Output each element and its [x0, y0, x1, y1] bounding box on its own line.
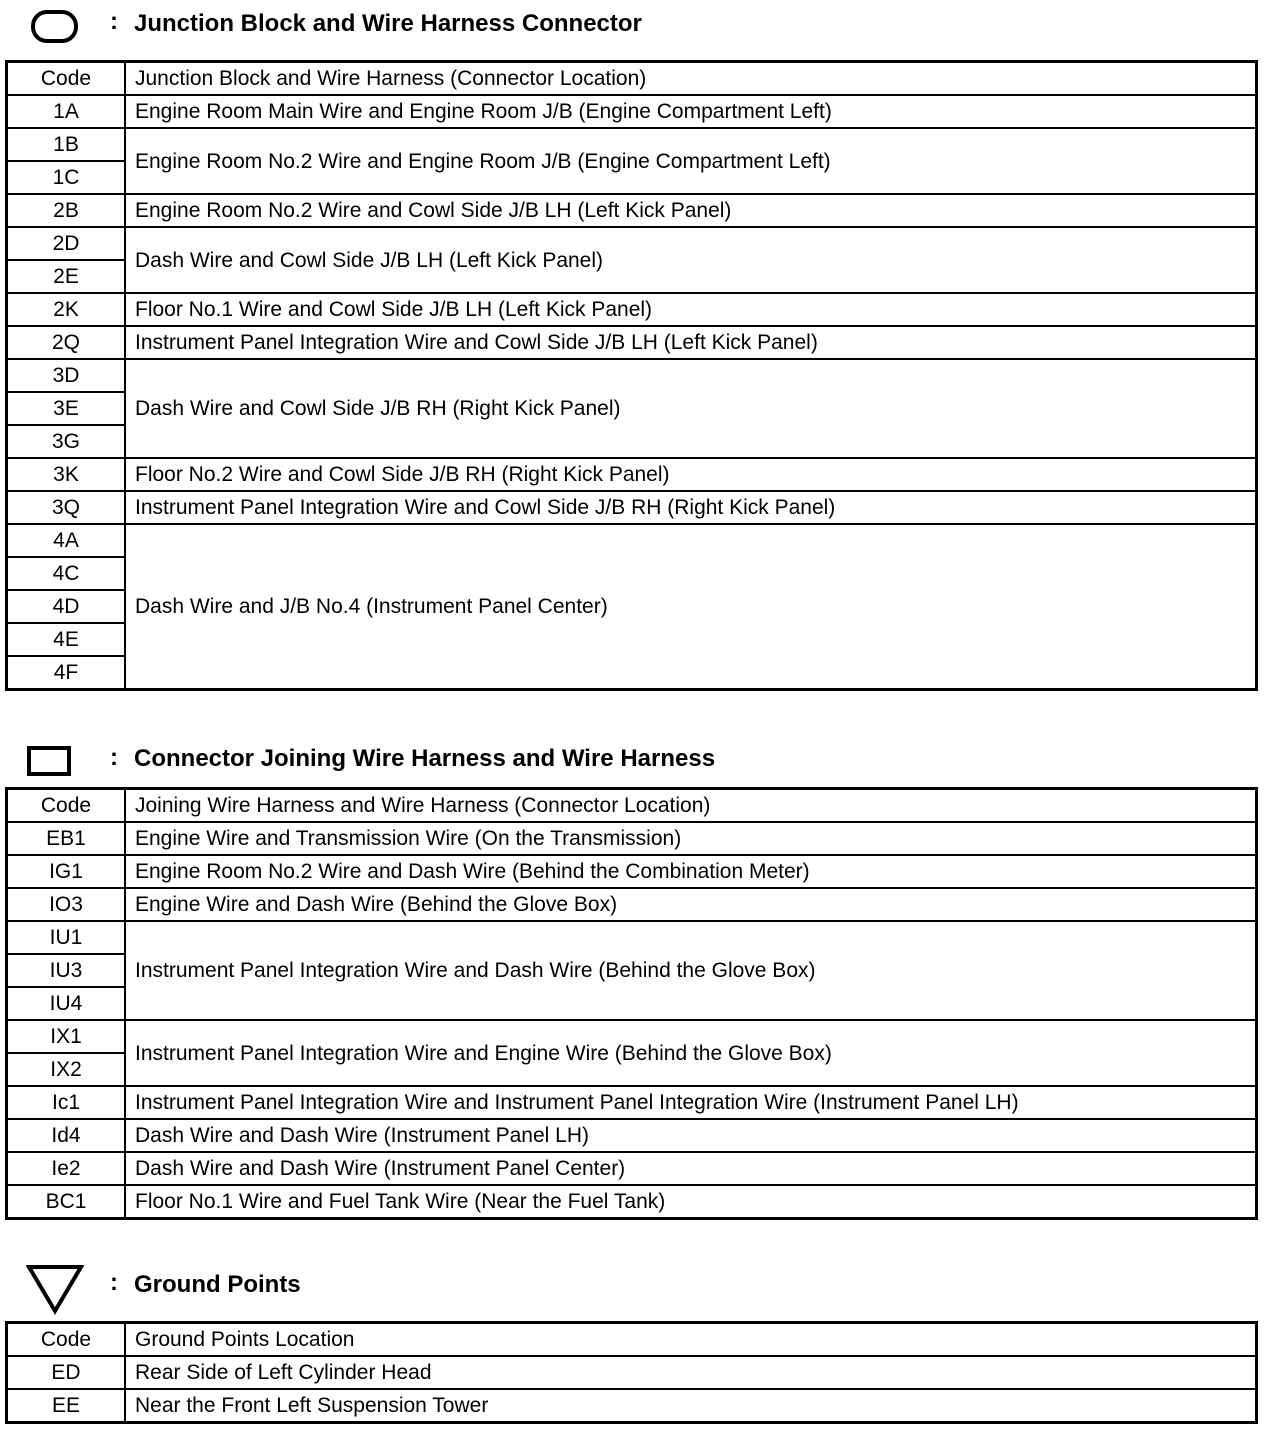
code-cell: 2D — [7, 227, 126, 260]
joining-heading-title: Connector Joining Wire Harness and Wire Harness — [134, 745, 716, 772]
code-cell: 1B — [7, 128, 126, 161]
location-column-header: Ground Points Location — [125, 1323, 1257, 1357]
table-row — [7, 95, 1257, 128]
table-row — [7, 1119, 1257, 1152]
code-cell: 3D — [7, 359, 126, 392]
table-row — [7, 293, 1257, 326]
table-row — [7, 128, 1257, 161]
location-cell: Near the Front Left Suspension Tower — [125, 1389, 1257, 1423]
code-cell: EE — [7, 1389, 126, 1423]
table-header-row — [7, 1323, 1257, 1357]
table-row — [7, 1389, 1257, 1423]
code-cell: IU4 — [7, 987, 126, 1020]
triangle-down-icon — [26, 1263, 84, 1315]
location-cell: Floor No.1 Wire and Fuel Tank Wire (Near the Fuel Tank) — [125, 1185, 1257, 1219]
table-row — [7, 888, 1257, 921]
joining-table — [5, 787, 1258, 1220]
location-cell: Engine Wire and Transmission Wire (On the Transmission) — [125, 822, 1257, 855]
location-cell: Floor No.1 Wire and Cowl Side J/B LH (Left Kick Panel) — [125, 293, 1257, 326]
rectangle-icon — [26, 744, 74, 778]
code-cell: 1C — [7, 161, 126, 194]
code-cell: 2E — [7, 260, 126, 293]
location-cell: Engine Room No.2 Wire and Dash Wire (Behind the Combination Meter) — [125, 855, 1257, 888]
code-cell: 2K — [7, 293, 126, 326]
ground-colon: : — [110, 1269, 118, 1296]
location-cell: Engine Room No.2 Wire and Cowl Side J/B LH (Left Kick Panel) — [125, 194, 1257, 227]
table-row — [7, 1185, 1257, 1219]
code-cell: EB1 — [7, 822, 126, 855]
code-cell: Ic1 — [7, 1086, 126, 1119]
code-cell: 4D — [7, 590, 126, 623]
location-cell: Engine Room Main Wire and Engine Room J/B (Engine Compartment Left) — [125, 95, 1257, 128]
code-cell: 4C — [7, 557, 126, 590]
table-row — [7, 326, 1257, 359]
table-row — [7, 1356, 1257, 1389]
code-cell: 3Q — [7, 491, 126, 524]
location-cell: Dash Wire and Cowl Side J/B RH (Right Kick Panel) — [125, 359, 1257, 458]
code-cell: 3K — [7, 458, 126, 491]
table-row — [7, 1086, 1257, 1119]
code-column-header: Code — [7, 789, 126, 823]
location-cell: Floor No.2 Wire and Cowl Side J/B RH (Right Kick Panel) — [125, 458, 1257, 491]
location-column-header: Joining Wire Harness and Wire Harness (Connector Location) — [125, 789, 1257, 823]
code-column-header: Code — [7, 62, 126, 96]
table-row — [7, 1152, 1257, 1185]
code-cell: 2B — [7, 194, 126, 227]
code-cell: 3G — [7, 425, 126, 458]
table-row — [7, 921, 1257, 954]
location-cell: Rear Side of Left Cylinder Head — [125, 1356, 1257, 1389]
ground-table — [5, 1321, 1258, 1424]
location-cell: Engine Room No.2 Wire and Engine Room J/B (Engine Compartment Left) — [125, 128, 1257, 194]
table-row — [7, 227, 1257, 260]
code-cell: IX1 — [7, 1020, 126, 1053]
code-cell: 2Q — [7, 326, 126, 359]
code-cell: IU1 — [7, 921, 126, 954]
location-cell: Dash Wire and J/B No.4 (Instrument Panel Center) — [125, 524, 1257, 690]
location-cell: Dash Wire and Dash Wire (Instrument Panel LH) — [125, 1119, 1257, 1152]
location-cell: Instrument Panel Integration Wire and Dash Wire (Behind the Glove Box) — [125, 921, 1257, 1020]
code-cell: IU3 — [7, 954, 126, 987]
joining-heading — [0, 739, 1280, 779]
junction-table — [5, 60, 1258, 691]
table-row — [7, 491, 1257, 524]
location-cell: Instrument Panel Integration Wire and Cowl Side J/B LH (Left Kick Panel) — [125, 326, 1257, 359]
table-header-row — [7, 789, 1257, 823]
location-cell: Dash Wire and Cowl Side J/B LH (Left Kick Panel) — [125, 227, 1257, 293]
ground-heading — [0, 1263, 1280, 1303]
table-row — [7, 1020, 1257, 1053]
code-cell: IG1 — [7, 855, 126, 888]
code-column-header: Code — [7, 1323, 126, 1357]
ground-heading-title: Ground Points — [134, 1271, 301, 1298]
junction-heading — [0, 4, 1280, 44]
code-cell: Ie2 — [7, 1152, 126, 1185]
code-cell: 1A — [7, 95, 126, 128]
joining-colon: : — [110, 744, 118, 771]
location-cell: Instrument Panel Integration Wire and Cowl Side J/B RH (Right Kick Panel) — [125, 491, 1257, 524]
junction-heading-title: Junction Block and Wire Harness Connector — [134, 10, 642, 37]
code-cell: BC1 — [7, 1185, 126, 1219]
location-cell: Instrument Panel Integration Wire and Engine Wire (Behind the Glove Box) — [125, 1020, 1257, 1086]
code-cell: 4F — [7, 656, 126, 690]
code-cell: 4A — [7, 524, 126, 557]
location-cell: Engine Wire and Dash Wire (Behind the Glove Box) — [125, 888, 1257, 921]
code-cell: ED — [7, 1356, 126, 1389]
rounded-rectangle-icon — [30, 8, 80, 46]
table-row — [7, 194, 1257, 227]
table-header-row — [7, 62, 1257, 96]
code-cell: IX2 — [7, 1053, 126, 1086]
junction-colon: : — [110, 8, 118, 35]
table-row — [7, 855, 1257, 888]
table-row — [7, 524, 1257, 557]
table-row — [7, 458, 1257, 491]
location-cell: Instrument Panel Integration Wire and Instrument Panel Integration Wire (Instrument Panel LH) — [125, 1086, 1257, 1119]
code-cell: 4E — [7, 623, 126, 656]
table-row — [7, 359, 1257, 392]
table-row — [7, 822, 1257, 855]
code-cell: 3E — [7, 392, 126, 425]
code-cell: Id4 — [7, 1119, 126, 1152]
location-column-header: Junction Block and Wire Harness (Connector Location) — [125, 62, 1257, 96]
code-cell: IO3 — [7, 888, 126, 921]
location-cell: Dash Wire and Dash Wire (Instrument Panel Center) — [125, 1152, 1257, 1185]
